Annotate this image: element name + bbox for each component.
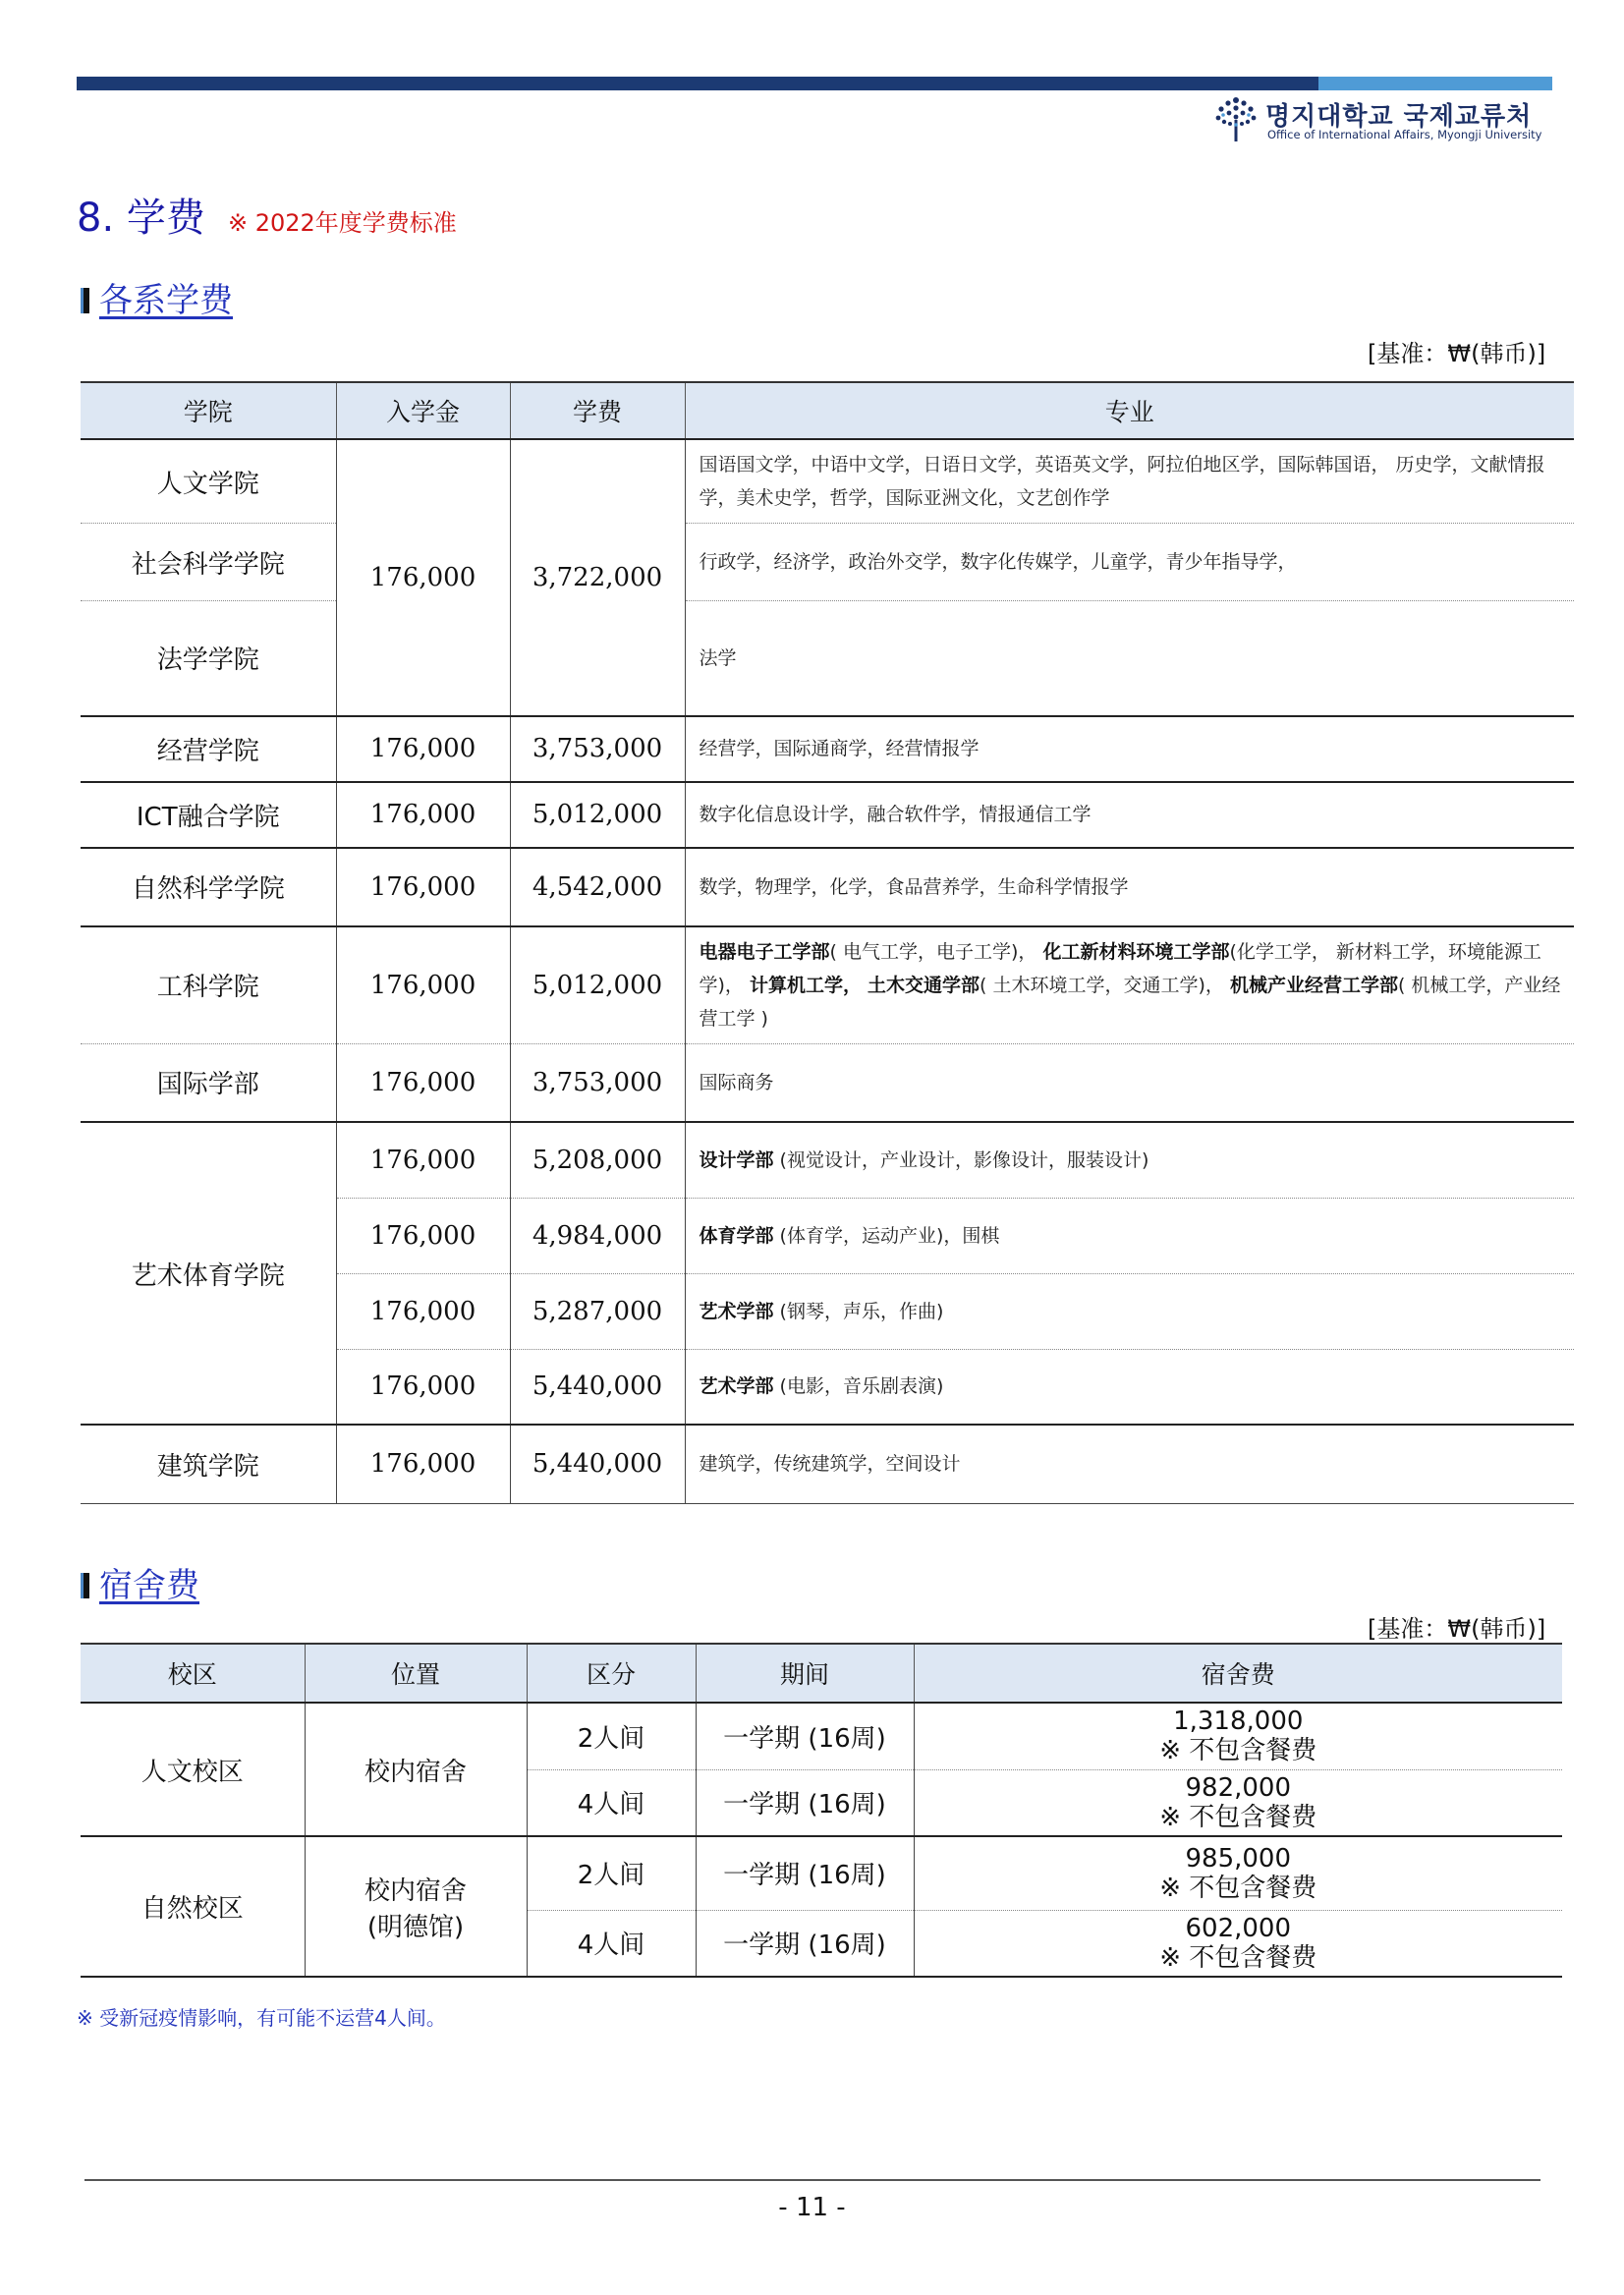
tuition-cell: 3,753,000 bbox=[510, 1043, 685, 1122]
room-type-cell: 2人间 bbox=[527, 1836, 696, 1910]
room-type-cell: 4人间 bbox=[527, 1910, 696, 1977]
major-cell bbox=[685, 1273, 1574, 1349]
header-room-type: 区分 bbox=[527, 1644, 696, 1703]
meal-note: ※ 不包含餐费 bbox=[1159, 1802, 1317, 1832]
table-row bbox=[81, 1703, 1562, 1769]
major-cell: 经营学，国际通商学，经营情报学 bbox=[685, 716, 1574, 782]
meal-note: ※ 不包含餐费 bbox=[1159, 1942, 1317, 1973]
section-title bbox=[77, 187, 457, 243]
table-row bbox=[81, 716, 1574, 782]
dept-name: 机械产业经营工学部 bbox=[1229, 974, 1398, 996]
dorm-fee-cell bbox=[914, 1703, 1562, 1769]
campus-cell: 人文校区 bbox=[81, 1703, 305, 1836]
major-cell: 建筑学，传统建筑学，空间设计 bbox=[685, 1425, 1574, 1503]
major-cell: 行政学，经济学，政治外交学，数字化传媒学，儿童学，青少年指导学， bbox=[685, 524, 1574, 601]
header-major: 专业 bbox=[685, 382, 1574, 439]
tuition-subtitle bbox=[81, 273, 233, 321]
admission-fee-cell: 176,000 bbox=[336, 716, 510, 782]
dept-name: 土木交通学部 bbox=[868, 974, 980, 996]
college-cell: 自然科学学院 bbox=[81, 848, 336, 926]
dept-detail: (体育学，运动产业)，围棋 bbox=[773, 1224, 1000, 1247]
section-standard-note: ※ 2022年度学费标准 bbox=[227, 209, 457, 237]
header-period: 期间 bbox=[696, 1644, 914, 1703]
college-cell: 社会科学学院 bbox=[81, 524, 336, 601]
college-cell: 人文学院 bbox=[81, 439, 336, 524]
header-dorm-fee: 宿舍费 bbox=[914, 1644, 1562, 1703]
logo-korean-text: 명지대학교 국제교류처 bbox=[1265, 102, 1533, 132]
college-cell: 经营学院 bbox=[81, 716, 336, 782]
table-header-row bbox=[81, 382, 1574, 439]
major-cell: 国语国文学，中语中文学，日语日文学，英语英文学，阿拉伯地区学，国际韩国语， 历史学，文献情报学，美术史学，哲学，国际亚洲文化，文艺创作学 bbox=[685, 439, 1574, 524]
fee-amount: 602,000 bbox=[1185, 1913, 1292, 1943]
table-row bbox=[81, 926, 1574, 1044]
fee-amount: 1,318,000 bbox=[1173, 1707, 1304, 1737]
campus-cell: 自然校区 bbox=[81, 1836, 305, 1977]
tuition-subtitle-text: 各系学费 bbox=[99, 281, 233, 320]
college-cell: 工科学院 bbox=[81, 926, 336, 1044]
tuition-cell: 5,440,000 bbox=[510, 1425, 685, 1503]
dept-detail: (视觉设计，产业设计，影像设计，服装设计) bbox=[773, 1148, 1149, 1171]
admission-fee-cell: 176,000 bbox=[336, 1198, 510, 1273]
tuition-cell: 5,012,000 bbox=[510, 782, 685, 848]
tuition-cell: 3,722,000 bbox=[510, 439, 685, 716]
meal-note: ※ 不包含餐费 bbox=[1159, 1736, 1317, 1766]
table-row bbox=[81, 1043, 1574, 1122]
tree-logo-icon bbox=[1210, 94, 1261, 143]
header-admission-fee: 入学金 bbox=[336, 382, 510, 439]
table-header-row bbox=[81, 1644, 1562, 1703]
university-logo bbox=[1210, 94, 1554, 143]
admission-fee-cell: 176,000 bbox=[336, 1425, 510, 1503]
location-cell: 校内宿舍 bbox=[305, 1703, 527, 1836]
bullet-icon bbox=[81, 1573, 89, 1598]
dept-detail: (钢琴，声乐，作曲) bbox=[773, 1300, 944, 1322]
section-heading: 8. 学费 bbox=[77, 196, 205, 241]
table-row bbox=[81, 524, 1574, 601]
table-row bbox=[81, 1425, 1574, 1503]
bullet-icon bbox=[81, 288, 89, 313]
table-row bbox=[81, 1836, 1562, 1910]
tuition-cell: 5,440,000 bbox=[510, 1349, 685, 1425]
table-row bbox=[81, 782, 1574, 848]
major-cell bbox=[685, 1349, 1574, 1425]
major-cell bbox=[685, 1198, 1574, 1273]
table-row bbox=[81, 1122, 1574, 1198]
header-tuition: 学费 bbox=[510, 382, 685, 439]
admission-fee-cell: 176,000 bbox=[336, 1122, 510, 1198]
dept-detail: ( 土木环境工学，交通工学)， bbox=[980, 974, 1224, 996]
meal-note: ※ 不包含餐费 bbox=[1159, 1873, 1317, 1903]
dorm-fee-cell bbox=[914, 1769, 1562, 1836]
dept-detail: ( 电气工学，电子工学)， bbox=[829, 940, 1037, 963]
major-cell: 法学 bbox=[685, 601, 1574, 716]
tuition-table bbox=[81, 381, 1574, 1504]
admission-fee-cell: 176,000 bbox=[336, 1273, 510, 1349]
dorm-fee-cell bbox=[914, 1836, 1562, 1910]
room-type-cell: 4人间 bbox=[527, 1769, 696, 1836]
tuition-cell: 3,753,000 bbox=[510, 716, 685, 782]
header-location: 位置 bbox=[305, 1644, 527, 1703]
table-row bbox=[81, 601, 1574, 716]
dept-name: 艺术学部 bbox=[699, 1300, 774, 1322]
period-cell: 一学期 (16周) bbox=[696, 1836, 914, 1910]
dept-name: 电器电子工学部 bbox=[699, 940, 830, 963]
header-bar bbox=[77, 77, 1472, 90]
dorm-subtitle-text: 宿舍费 bbox=[99, 1566, 199, 1605]
table-row bbox=[81, 439, 1574, 524]
dorm-table bbox=[81, 1643, 1562, 1978]
covid-footnote: ※ 受新冠疫情影响，有可能不运营4人间。 bbox=[77, 2006, 446, 2030]
college-cell: 艺术体育学院 bbox=[81, 1122, 336, 1425]
location-name: 校内宿舍 bbox=[364, 1875, 467, 1906]
dept-name: 艺术学部 bbox=[699, 1375, 774, 1398]
dept-name: 计算机工学， bbox=[749, 974, 862, 996]
period-cell: 一学期 (16周) bbox=[696, 1703, 914, 1769]
dept-name: 设计学部 bbox=[699, 1148, 774, 1171]
table-row bbox=[81, 848, 1574, 926]
tuition-cell: 5,012,000 bbox=[510, 926, 685, 1044]
dept-name: 化工新材料环境工学部 bbox=[1042, 940, 1230, 963]
period-cell: 一学期 (16周) bbox=[696, 1769, 914, 1836]
tuition-cell: 5,208,000 bbox=[510, 1122, 685, 1198]
room-type-cell: 2人间 bbox=[527, 1703, 696, 1769]
college-cell: ICT融合学院 bbox=[81, 782, 336, 848]
dorm-fee-cell bbox=[914, 1910, 1562, 1977]
major-cell: 数字化信息设计学，融合软件学，情报通信工学 bbox=[685, 782, 1574, 848]
header-college: 学院 bbox=[81, 382, 336, 439]
tuition-unit-label: [基准：₩(韩币)] bbox=[1368, 340, 1546, 367]
tuition-cell: 4,542,000 bbox=[510, 848, 685, 926]
college-cell: 建筑学院 bbox=[81, 1425, 336, 1503]
logo-english-text: Office of International Affairs, Myongji University bbox=[1267, 128, 1542, 141]
major-cell: 数学，物理学，化学，食品营养学，生命科学情报学 bbox=[685, 848, 1574, 926]
dorm-unit-label: [基准：₩(韩币)] bbox=[1368, 1615, 1546, 1643]
admission-fee-cell: 176,000 bbox=[336, 926, 510, 1044]
college-cell: 国际学部 bbox=[81, 1043, 336, 1122]
dept-detail: (化学工学， 新材料工学，环境能源工学)， bbox=[699, 940, 1541, 996]
tuition-cell: 5,287,000 bbox=[510, 1273, 685, 1349]
dept-detail: ( 机械工学，产业经营工学 ) bbox=[699, 974, 1561, 1030]
location-building: (明德馆) bbox=[366, 1912, 465, 1942]
header-bar-accent bbox=[1318, 77, 1552, 90]
period-cell: 一学期 (16周) bbox=[696, 1910, 914, 1977]
dept-name: 体育学部 bbox=[699, 1224, 774, 1247]
fee-amount: 982,000 bbox=[1185, 1772, 1292, 1803]
dept-detail: (电影，音乐剧表演) bbox=[773, 1375, 944, 1398]
page-number: - 11 - bbox=[778, 2193, 846, 2222]
admission-fee-cell: 176,000 bbox=[336, 1043, 510, 1122]
admission-fee-cell: 176,000 bbox=[336, 782, 510, 848]
tuition-cell: 4,984,000 bbox=[510, 1198, 685, 1273]
college-cell: 法学学院 bbox=[81, 601, 336, 716]
footer-divider bbox=[84, 2179, 1540, 2181]
major-cell bbox=[685, 926, 1574, 1044]
dorm-subtitle bbox=[81, 1558, 199, 1606]
admission-fee-cell: 176,000 bbox=[336, 439, 510, 716]
major-cell: 国际商务 bbox=[685, 1043, 1574, 1122]
location-cell bbox=[305, 1836, 527, 1977]
major-cell bbox=[685, 1122, 1574, 1198]
header-campus: 校区 bbox=[81, 1644, 305, 1703]
admission-fee-cell: 176,000 bbox=[336, 1349, 510, 1425]
admission-fee-cell: 176,000 bbox=[336, 848, 510, 926]
fee-amount: 985,000 bbox=[1185, 1843, 1292, 1874]
